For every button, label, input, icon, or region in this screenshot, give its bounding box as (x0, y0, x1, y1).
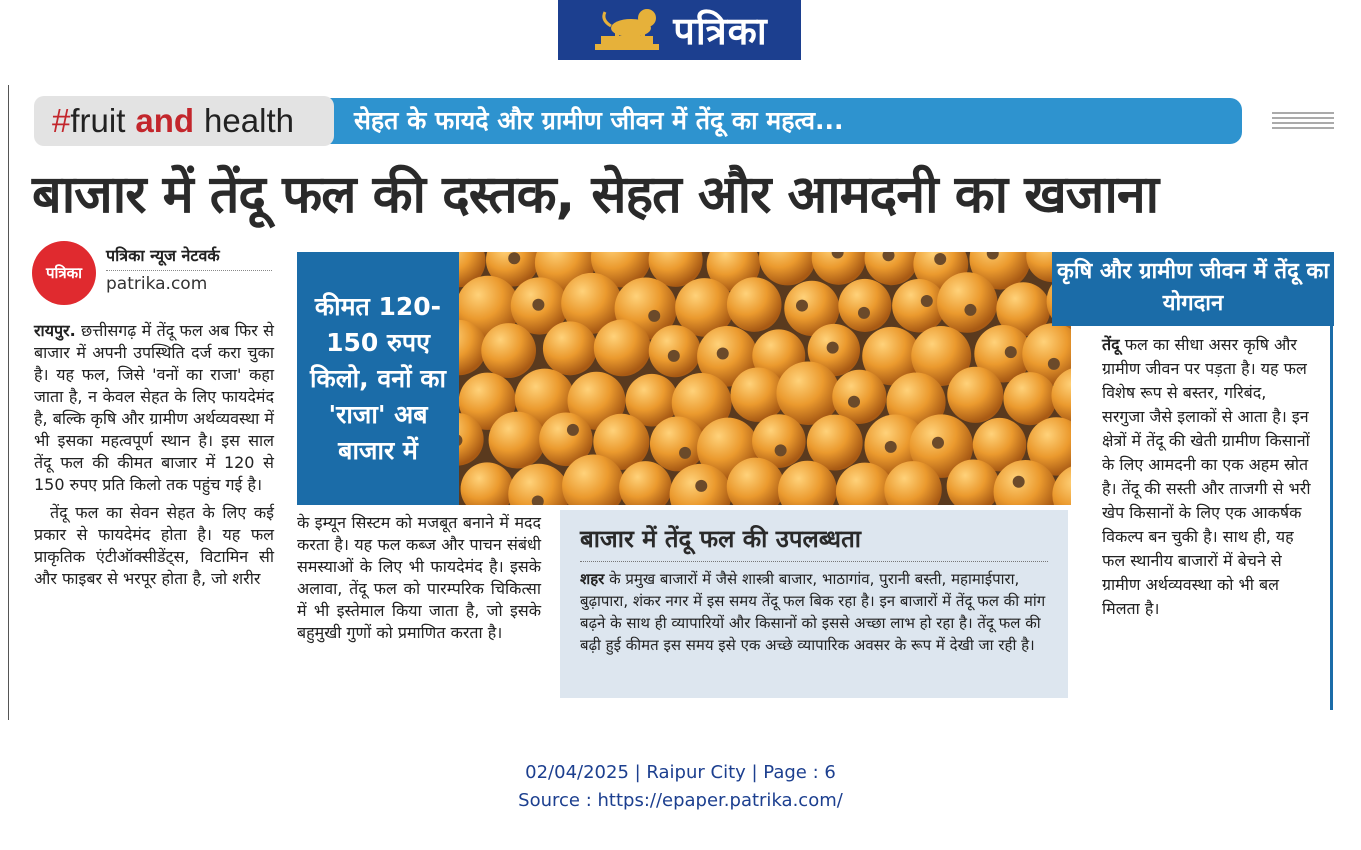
byline-url: patrika.com (106, 274, 208, 294)
body-paragraph: के इम्यून सिस्टम को मजबूत बनाने में मदद करता है। यह फल कब्ज और पाचन संबंधी समस्याओं के लिए भी फायदेमंद है। इसके अलावा, तेंदू फल को पारम्परिक चिकित्सा में भी इस्तेमाल किया जाता है, जो इसके बहुमुखी गुणों को प्रमाणित करता है। (297, 513, 541, 642)
fruit-calyx (964, 304, 976, 316)
fruit-calyx (1005, 346, 1017, 358)
byline-name: पत्रिका न्यूज नेटवर्क (106, 246, 220, 265)
footer-edition: 02/04/2025 | Raipur City | Page : 6 (525, 762, 836, 783)
dateline: रायपुर. (34, 321, 76, 340)
fruit-calyx (1013, 476, 1025, 488)
fruit-shape (937, 272, 997, 332)
tag-word-and: and (135, 102, 195, 139)
fruit-shape (481, 323, 536, 378)
fruit-calyx (934, 253, 946, 265)
tag-hash: # (52, 102, 71, 139)
tendu-fruit-photo (459, 252, 1071, 505)
byline-divider (106, 270, 272, 271)
availability-lead: शहर (580, 570, 605, 588)
fruit-calyx (775, 444, 787, 456)
fruit-calyx (508, 252, 520, 264)
byline-logo: पत्रिका (32, 241, 96, 305)
fruit-shape (727, 277, 782, 332)
body-paragraph: तेंदू फल का सेवन सेहत के लिए कई प्रकार से फायदेमंद होता है। यह फल प्राकृतिक एंटीऑक्सीडेंट्स, विटामिन सी और फाइबर से भरपूर होता है, जो शरीर (34, 503, 274, 588)
masthead-title: पत्रिका (673, 9, 768, 53)
price-box: कीमत 120-150 रुपए किलो, वनों का 'राजा' अब बाजार में (297, 252, 459, 505)
fruit-calyx (858, 307, 870, 319)
footer-source: Source : https://epaper.patrika.com/ (518, 790, 843, 811)
fruit-calyx (848, 396, 860, 408)
fruit-shape (1003, 372, 1056, 425)
body-column-1 (34, 320, 274, 596)
fruit-calyx (796, 300, 808, 312)
fruit-shape (543, 321, 597, 375)
fruit-calyx (1048, 358, 1060, 370)
availability-box (560, 510, 1068, 698)
fruit-calyx (695, 480, 707, 492)
fruit-shape (838, 279, 891, 332)
kicker-banner: सेहत के फायदे और ग्रामीण जीवन में तेंदू का महत्व... (322, 98, 1242, 144)
availability-divider (580, 561, 1048, 562)
fruit-calyx (932, 437, 944, 449)
availability-text (580, 568, 1048, 656)
sidebar-rule (1330, 252, 1333, 710)
fruit-calyx (679, 447, 691, 459)
sidebar-title: कृषि और ग्रामीण जीवन में तेंदू का योगदान (1052, 252, 1334, 326)
fruit-calyx (885, 441, 897, 453)
fruit-calyx (921, 295, 933, 307)
fruit-shape (947, 367, 1003, 423)
sidebar-text (1102, 333, 1312, 621)
fruit-calyx (567, 424, 579, 436)
decorative-lines (1272, 112, 1334, 130)
body-paragraph (34, 320, 274, 496)
fruit-shape (594, 319, 651, 376)
fruit-calyx (668, 350, 680, 362)
availability-body: के प्रमुख बाजारों में जैसे शास्त्री बाजार, भाठागांव, पुरानी बस्ती, महामाईपारा, बुढ़ापारा, शंकर नगर में इस समय तेंदू फल बिक रहा है। इन बाजारों में तेंदू फल की मांग बढ़ने के साथ ही व्यापारियों और किसानों को इससे अच्छा लाभ हो रहा है। तेंदू फल की बढ़ी हुई कीमत इस समय इसे एक अच्छे व्यापारिक अवसर के रूप में देखी जा रही है। (580, 570, 1046, 654)
lion-logo-icon (591, 6, 663, 54)
fruit-shape (650, 417, 705, 472)
fruit-calyx (717, 347, 729, 359)
fruit-calyx (827, 342, 839, 354)
masthead (558, 0, 801, 60)
fruit-shape (461, 462, 514, 505)
sidebar-body: फल का सीधा असर कृषि और ग्रामीण जीवन पर पड़ता है। यह फल विशेष रूप से बस्तर, गरिबंद, सरगुजा जैसे इलाकों से आता है। इन क्षेत्रों में तेंदू की खेती ग्रामीण किसानों के लिए आमदनी का एक अहम स्रोत है। तेंदू की सस्ती और ताजगी से भरी खेप किसानों के लिए एक आकर्षक विकल्प बन चुकी है। साथ ही, यह फल स्थानीय बाजारों में बेचने से ग्रामीण अर्थव्यवस्था को भी बल मिलता है। (1102, 335, 1311, 618)
body-column-2 (297, 512, 541, 650)
fruit-calyx (648, 310, 660, 322)
topic-tag (34, 96, 334, 146)
fruit-shape (489, 412, 546, 469)
tag-word-fruit: fruit (70, 102, 126, 139)
headline: बाजार में तेंदू फल की दस्तक, सेहत और आमदनी का खजाना (32, 165, 1159, 225)
sidebar-lead: तेंदू (1102, 335, 1120, 354)
clipping-border (8, 85, 9, 720)
availability-title: बाजार में तेंदू फल की उपलब्धता (580, 525, 861, 553)
tag-word-health: health (204, 102, 294, 139)
body-text: छत्तीसगढ़ में तेंदू फल अब फिर से बाजार में अपनी उपस्थिति दर्ज करा चुका है। यह फल, जिसे 'वनों का राजा' कहा जाता है, न केवल सेहत के लिए फायदेमंद है, बल्कि कृषि और ग्रामीण अर्थव्यवस्था में भी इसका महत्वपूर्ण स्थान है। इस साल तेंदू फल की कीमत बाजार में 120 से 150 रुपए प्रति किलो तक पहुंच गई है। (34, 321, 274, 494)
fruit-pile-image (459, 252, 1071, 505)
fruit-shape (759, 252, 816, 285)
fruit-calyx (532, 299, 544, 311)
